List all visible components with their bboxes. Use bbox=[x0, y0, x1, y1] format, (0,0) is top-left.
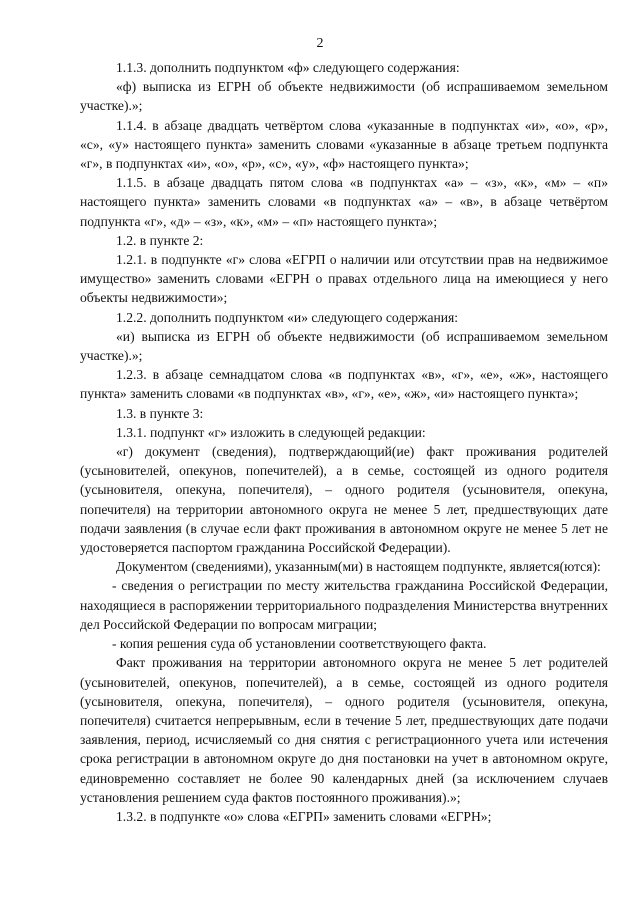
paragraph: - копия решения суда об установлении соответствующего факта. bbox=[112, 636, 487, 652]
paragraph: 1.3. в пункте 3: bbox=[116, 405, 204, 421]
paragraph: 1.2.2. дополнить подпунктом «и» следующего содержания: bbox=[116, 309, 459, 325]
paragraph: Факт проживания на территории автономного округа не менее 5 лет родителей (усыновителей, опекунов, попечителей), а в семье, состоящей из одного родителя (усыновителя, опекуна, попечителя), – одного родителя (усыновителя, опекуна, попечителя) считается непрерывным, если в течение 5 лет, предшествующих дате подачи заявления, период, исчисляемый со дня снятия с регистрационного учета или истечения срока регистрации в автономном округе до дня постановки на учет в автономном округе, единовременно составляет не более 90 календарных дней (за исключением случаев установления решением суда фактов постоянного проживания).»; bbox=[80, 655, 608, 805]
paragraph: 1.3.1. подпункт «г» изложить в следующей редакции: bbox=[116, 424, 426, 440]
document-body bbox=[80, 58, 608, 826]
paragraph: «г) документ (сведения), подтверждающий(ие) факт проживания родителей (усыновителей, опекунов, попечителей), а в семье, состоящей из одного родителя (усыновителя, опекуна, попечителя), – одного родителя (усыновителя, опекуна, попечителя) на территории автономного округа не менее 5 лет, предшествующих дате подачи заявления (в случае если факт проживания в автономном округе не менее 5 лет не удостоверяется паспортом гражданина Российской Федерации). bbox=[80, 444, 608, 556]
paragraph: 1.2.3. в абзаце семнадцатом слова «в подпунктах «в», «г», «е», «ж», настоящего пункта» заменить словами «в подпунктах «в», «г», «е», «ж», «и» настоящего пункта»; bbox=[80, 367, 608, 402]
paragraph: «и) выписка из ЕГРН об объекте недвижимости (об испрашиваемом земельном участке).»; bbox=[80, 328, 608, 364]
paragraph: Документом (сведениями), указанным(ми) в настоящем подпункте, является(ются): bbox=[116, 559, 601, 575]
page-number: 2 bbox=[316, 36, 324, 51]
paragraph: 1.1.5. в абзаце двадцать пятом слова «в подпунктах «а» – «з», «к», «м» – «п» настоящего пункта» заменить словами «в подпунктах «а» – «в», в абзаце четвёртом подпункта «г», «д» – «з», «к», «м» – «п» настоящего пункта»; bbox=[80, 175, 608, 229]
paragraph: - сведения о регистрации по месту жительства гражданина Российской Федерации, находящиеся в распоряжении территориального подразделения Министерства внутренних дел Российской Федерации по вопросам миграции; bbox=[80, 578, 608, 632]
paragraph: «ф) выписка из ЕГРН об объекте недвижимости (об испрашиваемом земельном участке).»; bbox=[80, 79, 608, 114]
paragraph: 1.1.4. в абзаце двадцать четвёртом слова «указанные в подпунктах «и», «о», «р», «с», «у» настоящего пункта» заменить словами «указанные в абзаце третьем подпункта «г», в подпунктах «и», «о», «р», «с», «у», «ф» настоящего пункта»; bbox=[80, 117, 608, 172]
paragraph: 1.2. в пункте 2: bbox=[116, 232, 204, 248]
paragraph: 1.1.3. дополнить подпунктом «ф» следующего содержания: bbox=[116, 60, 460, 75]
paragraph: 1.2.1. в подпункте «г» слова «ЕГРП о наличии или отсутствии прав на недвижимое имущество» заменить словами «ЕГРН о правах отдельного лица на имеющиеся у него объекты недвижимости»; bbox=[80, 252, 608, 306]
paragraph: 1.3.2. в подпункте «о» слова «ЕГРП» заменить словами «ЕГРН»; bbox=[116, 808, 492, 824]
